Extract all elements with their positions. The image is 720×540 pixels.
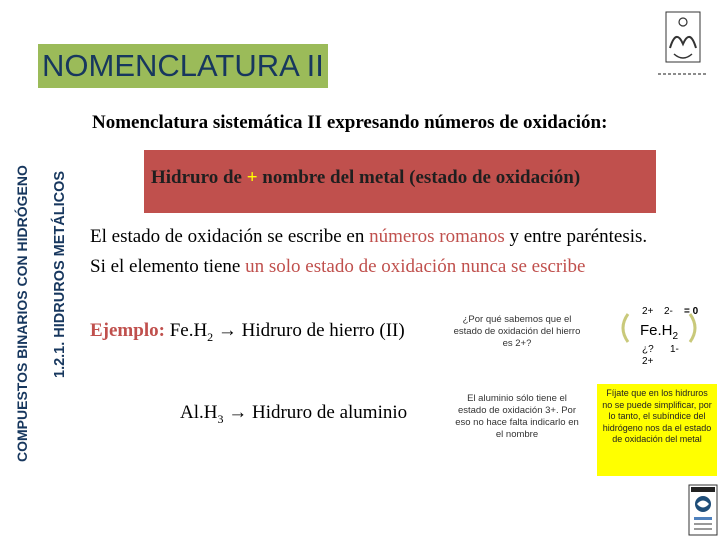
example-1-formula: Fe.H <box>164 320 208 341</box>
rule-line-1 <box>90 226 647 248</box>
page-title: NOMENCLATURA II <box>38 44 328 88</box>
example-1 <box>90 320 405 345</box>
side-title-outer: COMPUESTOS BINARIOS CON HIDRÓGENO <box>14 165 30 462</box>
feh2-oxidation-diagram <box>600 300 710 370</box>
ox-sum: = 0 <box>684 306 699 317</box>
fe-answer: 2+ <box>642 356 654 367</box>
example-2-name: → Hidruro de aluminio <box>223 402 408 423</box>
school-logo-icon <box>650 8 714 82</box>
example-1-subscript: 2 <box>207 329 214 344</box>
left-bracket-icon <box>623 314 628 342</box>
example-2-subscript: 3 <box>217 411 224 426</box>
right-bracket-icon <box>690 314 695 342</box>
publisher-logo-icon <box>688 484 718 536</box>
side-title-inner: 1.2.1. HIDRUROS METÁLICOS <box>52 170 68 378</box>
example-2 <box>180 402 407 427</box>
rule-1-highlight: números romanos <box>369 226 505 247</box>
rule-1-text-a: El estado de oxidación se escribe en <box>90 226 370 247</box>
formula-box <box>144 150 656 213</box>
unknown-state: ¿? <box>642 344 654 355</box>
rule-2-highlight: un solo estado de oxidación nunca se escribe <box>245 256 586 277</box>
formula-part-2: nombre del metal (estado de oxidación) <box>262 167 581 188</box>
rule-2-text-a: Si el elemento tiene <box>90 256 246 277</box>
ox-state-fe: 2+ <box>642 306 654 317</box>
subtitle: Nomenclatura sistemática II expresando números de oxidación: <box>92 112 608 133</box>
formula-plus: + <box>241 167 263 188</box>
example-1-name: → Hidruro de hierro (II) <box>213 320 405 341</box>
feh2-formula: $Fe.H_2$ <box>640 322 679 342</box>
ox-state-h: 2- <box>664 306 673 317</box>
fixed-note-box: Fíjate que en los hidruros no se puede simplificar, por lo tanto, el subíndice del hidrógeno nos da el estado de oxidación del metal <box>597 384 717 476</box>
note-aluminium: El aluminio sólo tiene el estado de oxidación 3+. Por eso no hace falta indicarlo en el nombre <box>455 393 579 440</box>
example-2-formula: Al.H <box>180 402 218 423</box>
rule-line-2 <box>90 256 585 278</box>
h-state: 1- <box>670 344 679 355</box>
formula-part-1: Hidruro de <box>151 167 242 188</box>
rule-1-text-c: y entre paréntesis. <box>504 226 648 247</box>
example-label: Ejemplo: <box>90 320 165 341</box>
note-iron-question: ¿Por qué sabemos que el estado de oxidación del hierro es 2+? <box>453 314 581 349</box>
